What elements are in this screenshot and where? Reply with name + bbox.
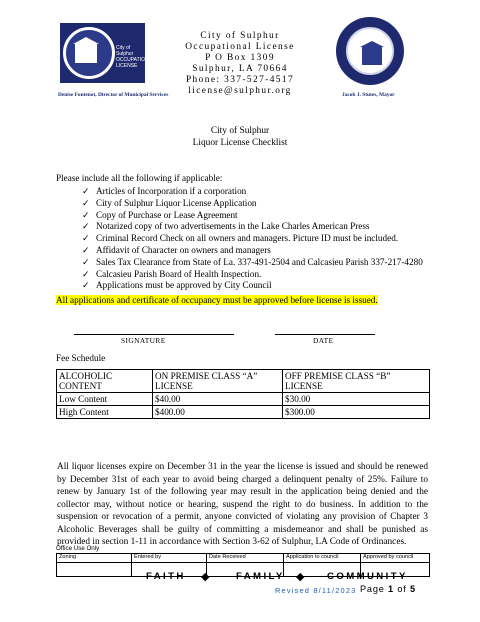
motto-family: FAMILY — [236, 571, 285, 582]
column-header: ON PREMISE CLASS “A” LICENSE — [153, 370, 283, 393]
motto-faith: FAITH — [146, 571, 186, 582]
seal-building-icon — [362, 47, 382, 65]
zoning-header: Zoning — [57, 554, 132, 563]
fee-schedule-table — [56, 369, 430, 419]
approved-by-council-header: Approved by council — [361, 554, 430, 563]
table-row — [57, 393, 430, 406]
diamond-separator-icon: ◆ — [296, 571, 305, 583]
checklist-item: ✓ Criminal Record Check on all owners and managers. Picture ID must be included. — [82, 233, 399, 244]
document-title-line-1: City of Sulphur — [210, 126, 270, 136]
address-line: Sulphur, LA 70664 — [192, 64, 288, 74]
checkmark-icon: ✓ — [82, 256, 90, 267]
table-row — [57, 406, 430, 419]
table-cell: $400.00 — [153, 406, 283, 419]
office-use-label: Office Use Only — [56, 545, 100, 552]
requirements-checklist — [82, 186, 423, 292]
table-cell: High Content — [57, 406, 153, 419]
address-line: City of Sulphur — [200, 31, 280, 41]
document-title-line-2: Liquor License Checklist — [192, 138, 288, 148]
date-label: DATE — [313, 336, 334, 345]
column-header: ALCOHOLIC CONTENT — [57, 370, 153, 393]
fee-schedule-heading: Fee Schedule — [56, 353, 106, 363]
checkmark-icon: ✓ — [82, 209, 90, 220]
highlighted-text: All applications and certificate of occupancy must be approved before license is issued. — [56, 295, 378, 305]
table-cell: $30.00 — [283, 393, 430, 406]
motto-community: COMMUNITY — [327, 571, 408, 582]
checkmark-icon: ✓ — [82, 268, 90, 279]
zoning-cell[interactable] — [57, 563, 132, 577]
city-of-sulphur-seal — [336, 17, 404, 85]
checklist-intro: Please include all the following if applicable: — [56, 173, 223, 183]
date-line[interactable] — [275, 334, 375, 335]
checkmark-icon: ✓ — [82, 197, 90, 208]
seal-inner — [346, 27, 394, 75]
signature-label: SIGNATURE — [121, 336, 166, 345]
date-received-header: Date Received — [207, 554, 284, 563]
checkmark-icon: ✓ — [82, 244, 90, 255]
column-header: OFF PREMISE CLASS “B” LICENSE — [283, 370, 430, 393]
diamond-separator-icon: ◆ — [201, 571, 210, 583]
director-name: Denise Fontenot, Director of Municipal Services — [58, 92, 169, 98]
checklist-item: ✓ Articles of Incorporation if a corporation — [82, 186, 247, 196]
application-to-council-header: Application to council — [284, 554, 361, 563]
entered-by-header: Entered by — [132, 554, 207, 563]
address-line: P O Box 1309 — [205, 53, 275, 63]
license-expiration-paragraph: All liquor licenses expire on December 31 in the year the license is issued and should be renewed by December 31st of each year to avoid being charged a delinquent penalty of 25%. Failure to renew by January 1st of the following year may result in the application being denied and the collector may, without notice or hearing, suspend the right to do business. In addition to the suspension or revocation of a permit, anyone convicted of violating any provision of Chapter 3 Alcoholic Beverages shall be guilty of committing a misdemeanor and shall be punished as provided in section 1-11 in accordance with Section 3-62 of Sulphur, LA Code of Ordinances. — [57, 462, 428, 547]
checklist-item: ✓ Copy of Purchase or Lease Agreement — [82, 209, 238, 220]
checklist-item: ✓ Applications must be approved by City Council — [82, 280, 272, 291]
table-cell: $300.00 — [283, 406, 430, 419]
logo-text: City of Sulphur OCCUPATIONAL LICENSE — [116, 45, 155, 69]
building-icon — [75, 43, 97, 63]
table-header-row — [57, 370, 430, 393]
checkmark-icon: ✓ — [82, 233, 90, 244]
table-cell: Low Content — [57, 393, 153, 406]
email-line: license@sulphur.org — [188, 86, 292, 96]
mayor-name: Jacob J. Stutes, Mayor — [342, 92, 395, 98]
occupational-license-logo — [60, 23, 155, 83]
checklist-item: ✓ Sales Tax Clearance from State of La. 337-491-2504 and Calcasieu Parish 337-217-4280 — [82, 256, 423, 267]
checkmark-icon: ✓ — [82, 280, 90, 291]
checkmark-icon: ✓ — [82, 186, 90, 196]
checklist-item: ✓ City of Sulphur Liquor License Application — [82, 197, 257, 208]
checkmark-icon: ✓ — [82, 221, 90, 232]
table-cell: $40.00 — [153, 393, 283, 406]
office-address-block — [150, 31, 330, 97]
revision-date: Revised 8/11/2023 — [275, 586, 357, 595]
phone-line: Phone: 337-527-4517 — [185, 75, 295, 85]
page-number: Page 1 of 5 — [360, 584, 416, 594]
approval-note — [56, 294, 378, 306]
address-line: Occupational License — [185, 42, 295, 52]
office-header-row — [57, 554, 430, 563]
checklist-item: ✓ Calcasieu Parish Board of Health Inspection. — [82, 268, 262, 279]
signature-line[interactable] — [74, 334, 234, 335]
checklist-item: ✓ Affidavit of Character on owners and managers — [82, 244, 271, 255]
checklist-item: ✓ Notarized copy of two advertisements in the Lake Charles American Press — [82, 221, 370, 232]
